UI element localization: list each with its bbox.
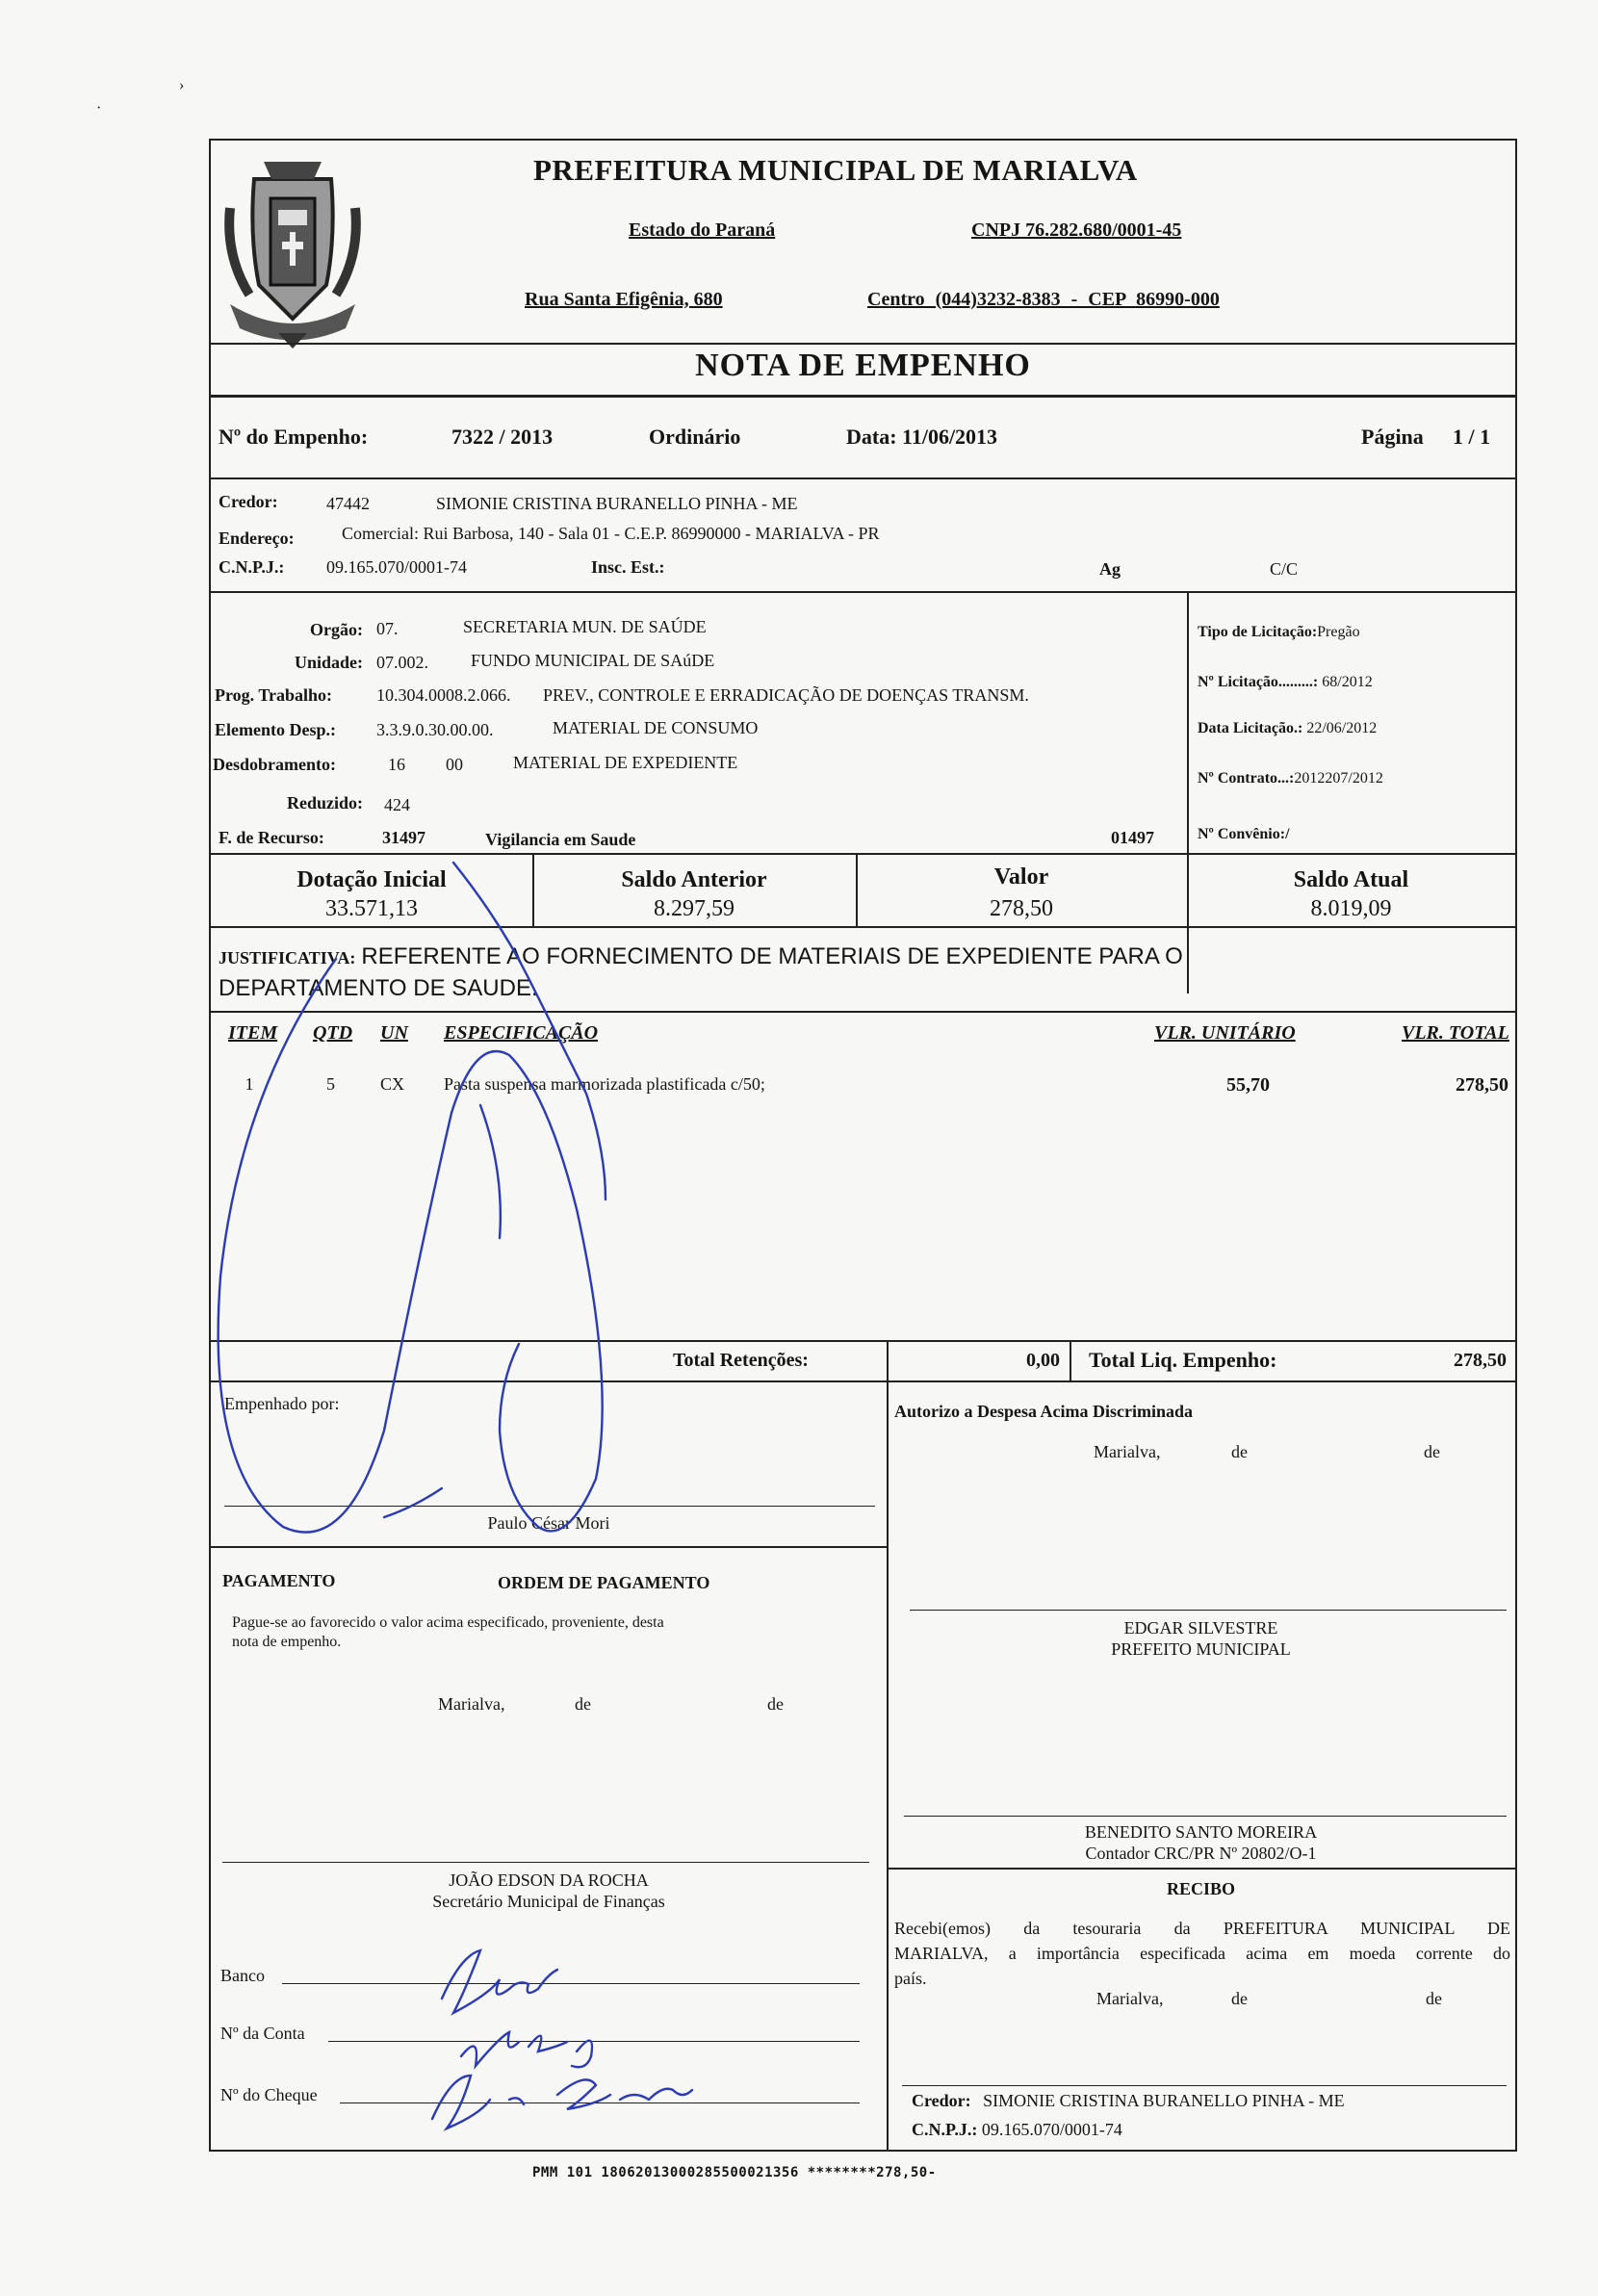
document-title: NOTA DE EMPENHO <box>695 348 1031 383</box>
empenho-type: Ordinário <box>649 425 741 449</box>
autorizo-de-1: de <box>1231 1442 1248 1461</box>
justificativa-label: JUSTIFICATIVA: <box>219 948 356 967</box>
recurso-code: 31497 <box>382 828 425 847</box>
city-hall-cnpj: CNPJ 76.282.680/0001-45 <box>971 219 1182 241</box>
saldo-atual-label: Saldo Atual <box>1293 867 1409 892</box>
prefeito-title: PREFEITO MUNICIPAL <box>1111 1639 1291 1659</box>
cheque-label: Nº do Cheque <box>220 2085 318 2104</box>
convenio-label: Nº Convênio:/ <box>1198 826 1290 842</box>
agency-label: Ag <box>1099 559 1121 579</box>
city-hall-address: Rua Santa Efigênia, 680 <box>525 289 723 310</box>
handwritten-pen-strokes <box>95 131 1520 2153</box>
unidade-name: FUNDO MUNICIPAL DE SAúDE <box>471 651 715 670</box>
footer-code: PMM 101 18062013000285500021356 ********278,50- <box>532 2165 937 2180</box>
col-unit-value: VLR. UNITÁRIO <box>1154 1022 1296 1044</box>
item-number: 1 <box>245 1074 254 1094</box>
recibo-cnpj-label: C.N.P.J.: <box>912 2120 978 2139</box>
banco-label: Banco <box>220 1966 265 1985</box>
desdobramento-b: 00 <box>446 755 463 774</box>
pagamento-text-1: Pague-se ao favorecido o valor acima especificado, proveniente, desta <box>232 1614 664 1631</box>
recibo-credor-name: SIMONIE CRISTINA BURANELLO PINHA - ME <box>983 2091 1345 2110</box>
autorizo-city: Marialva, <box>1094 1442 1161 1461</box>
page-label: Página <box>1361 425 1424 449</box>
scan-mark: › <box>179 77 185 93</box>
recurso-label: F. de Recurso: <box>219 828 324 847</box>
credor-address: Comercial: Rui Barbosa, 140 - Sala 01 - C.E.P. 86990000 - MARIALVA - PR <box>342 524 880 543</box>
page-number: 1 / 1 <box>1453 425 1491 449</box>
col-un: UN <box>380 1022 408 1044</box>
conta-label: Nº da Conta <box>220 2024 305 2043</box>
col-spec: ESPECIFICAÇÃO <box>444 1022 599 1044</box>
recibo-de-1: de <box>1231 1989 1248 2008</box>
financas-title: Secretário Municipal de Finanças <box>432 1892 665 1911</box>
saldo-anterior-label: Saldo Anterior <box>621 867 767 892</box>
pagamento-label: PAGAMENTO <box>222 1571 336 1590</box>
licitacao-type: Pregão <box>1317 624 1360 640</box>
unidade-code: 07.002. <box>376 653 428 672</box>
city-hall-title: PREFEITURA MUNICIPAL DE MARIALVA <box>533 153 1138 187</box>
dotacao-value: 33.571,13 <box>325 896 418 921</box>
contador-name: BENEDITO SANTO MOREIRA <box>1084 1822 1318 1842</box>
empenho-date: Data: 11/06/2013 <box>846 425 998 449</box>
recibo-cnpj-value: 09.165.070/0001-74 <box>981 2120 1122 2139</box>
empenho-number: 7322 / 2013 <box>451 425 554 449</box>
recibo-text-3: país. <box>894 1969 927 1988</box>
col-item: ITEM <box>228 1022 278 1044</box>
empenhado-label: Empenhado por: <box>224 1394 340 1413</box>
saldo-atual-value: 8.019,09 <box>1310 896 1392 921</box>
liquido-label: Total Liq. Empenho: <box>1089 1348 1277 1372</box>
recibo-city: Marialva, <box>1096 1989 1164 2008</box>
reduzido-label: Reduzido: <box>286 793 363 813</box>
cnpj-label: C.N.P.J.: <box>219 557 285 577</box>
licitacao-type-label: Tipo de Licitação:Pregão <box>1198 624 1360 640</box>
item-total-value: 278,50 <box>1456 1074 1508 1096</box>
recibo-text-1: Recebi(emos) da tesouraria da PREFEITURA MUNICIPAL DE <box>894 1919 1510 1938</box>
licitacao-date-label: Data Licitação.: 22/06/2012 <box>1198 720 1378 736</box>
valor-label: Valor <box>993 864 1049 890</box>
licitacao-date: 22/06/2012 <box>1306 720 1378 736</box>
valor-value: 278,50 <box>990 896 1053 921</box>
licitacao-number: 68/2012 <box>1322 674 1373 690</box>
empenho-number-label: Nº do Empenho: <box>219 425 369 449</box>
recurso-code-2: 01497 <box>1111 828 1154 847</box>
pagamento-city: Marialva, <box>438 1694 505 1714</box>
col-qtd: QTD <box>313 1022 353 1044</box>
scan-mark: · <box>96 100 102 116</box>
city-hall-contact: Centro (044)3232-8383 - CEP 86990-000 <box>867 289 1220 310</box>
elemento-name: MATERIAL DE CONSUMO <box>553 718 759 737</box>
item-unit-value: 55,70 <box>1226 1074 1270 1096</box>
prog-trabalho-code: 10.304.0008.2.066. <box>376 685 511 705</box>
item-qtd: 5 <box>326 1074 335 1094</box>
unidade-label: Unidade: <box>294 653 363 672</box>
elemento-code: 3.3.9.0.30.00.00. <box>376 720 494 739</box>
pagamento-de-1: de <box>575 1694 591 1714</box>
elemento-label: Elemento Desp.: <box>215 720 336 739</box>
contrato-label: Nº Contrato...:2012207/2012 <box>1198 770 1383 787</box>
reduzido-value: 424 <box>384 795 410 814</box>
item-spec: Pasta suspensa marmorizada plastificada c/50; <box>444 1074 765 1094</box>
recibo-de-2: de <box>1426 1989 1442 2008</box>
liquido-value: 278,50 <box>1454 1350 1507 1371</box>
col-total-value: VLR. TOTAL <box>1402 1022 1509 1044</box>
orgao-label: Orgão: <box>310 620 363 639</box>
desdobramento-name: MATERIAL DE EXPEDIENTE <box>513 753 738 772</box>
retencoes-label: Total Retenções: <box>673 1350 809 1371</box>
orgao-name: SECRETARIA MUN. DE SAÚDE <box>463 617 707 636</box>
recibo-label: RECIBO <box>1166 1879 1235 1898</box>
recurso-name: Vigilancia em Saude <box>485 830 636 849</box>
credor-cnpj: 09.165.070/0001-74 <box>326 557 467 577</box>
justificativa-line-2: DEPARTAMENTO DE SAUDE. <box>219 975 538 1001</box>
desdobramento-a: 16 <box>388 755 405 774</box>
state-name: Estado do Paraná <box>629 219 776 241</box>
nota-de-empenho-document <box>209 139 1517 2152</box>
dotacao-label: Dotação Inicial <box>296 867 447 892</box>
account-label: C/C <box>1270 559 1299 579</box>
autorizo-label: Autorizo a Despesa Acima Discriminada <box>894 1402 1193 1421</box>
prog-trabalho-label: Prog. Trabalho: <box>215 685 333 705</box>
endereco-label: Endereço: <box>219 529 295 548</box>
retencoes-value: 0,00 <box>1026 1350 1060 1371</box>
contador-title: Contador CRC/PR Nº 20802/O-1 <box>1085 1844 1317 1863</box>
insc-est-label: Insc. Est.: <box>591 557 665 577</box>
desdobramento-label: Desdobramento: <box>213 755 336 774</box>
credor-label: Credor: <box>219 492 278 511</box>
licitacao-number-label: Nº Licitação.........: 68/2012 <box>1198 674 1373 690</box>
ordem-pagamento-label: ORDEM DE PAGAMENTO <box>498 1573 710 1592</box>
financas-name: JOÃO EDSON DA ROCHA <box>449 1870 649 1890</box>
item-un: CX <box>380 1074 405 1094</box>
empenhado-name: Paulo César Mori <box>487 1513 610 1533</box>
prefeito-name: EDGAR SILVESTRE <box>1123 1618 1278 1638</box>
credor-code: 47442 <box>326 494 370 513</box>
justificativa-line-1: REFERENTE AO FORNECIMENTO DE MATERIAIS DE EXPEDIENTE PARA O <box>361 943 1183 969</box>
pagamento-text-2: nota de empenho. <box>232 1634 342 1650</box>
recibo-credor-label: Credor: <box>912 2091 971 2110</box>
autorizo-de-2: de <box>1424 1442 1440 1461</box>
credor-name: SIMONIE CRISTINA BURANELLO PINHA - ME <box>436 494 798 513</box>
recibo-text-2: MARIALVA, a importância especificada acima em moeda corrente do <box>894 1944 1510 1963</box>
orgao-code: 07. <box>376 619 399 638</box>
prog-trabalho-name: PREV., CONTROLE E ERRADICAÇÃO DE DOENÇAS TRANSM. <box>543 685 1029 705</box>
pagamento-de-2: de <box>767 1694 784 1714</box>
contrato-number: 2012207/2012 <box>1294 770 1383 787</box>
saldo-anterior-value: 8.297,59 <box>654 896 735 921</box>
